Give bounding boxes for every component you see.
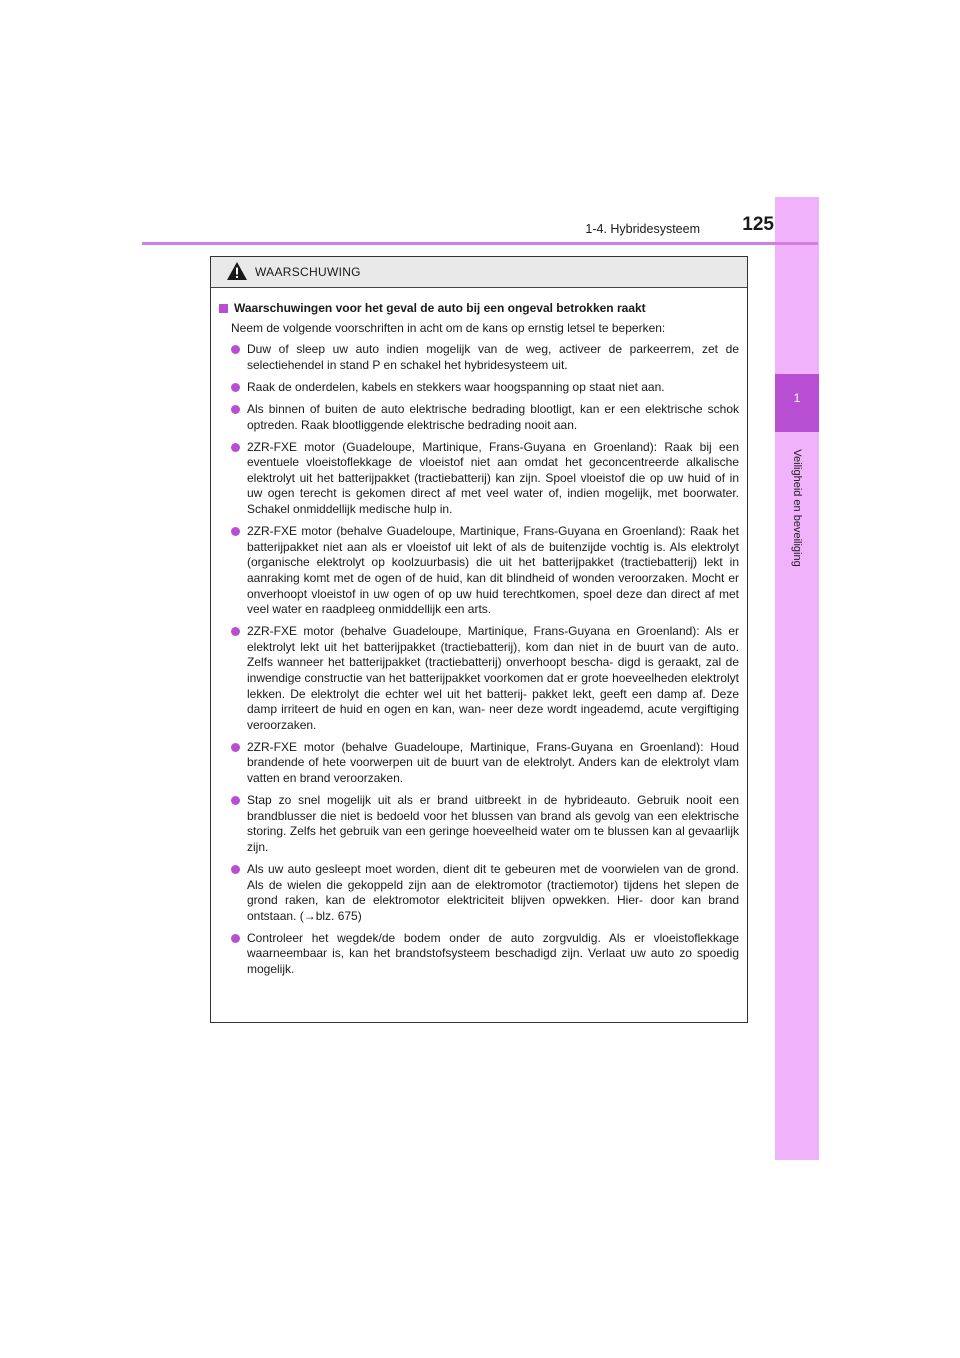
list-item-text: Controleer het wegdek/de bodem onder de auto zorgvuldig. Als er vloeistoflekkage waarneembaar is, kan het brandstofsysteem beschadigd zijn. Verlaat uw auto zo spoedig mogelijk. [247,930,739,977]
list-item-text: Duw of sleep uw auto indien mogelijk van de weg, activeer de parkeerrem, zet de selectiehendel in stand P en schakel het hybridesysteem uit. [247,342,739,372]
bullet-dot-icon [231,345,240,354]
list-item [231,402,739,433]
warning-box [210,256,748,1023]
chapter-label: Veiligheid en beveiliging [791,449,803,567]
list-item-text: Als binnen of buiten de auto elektrische bedrading blootligt, kan er een elektrische schok optreden. Raak blootliggende elektrische bedrading nooit aan. [247,401,739,432]
warning-title: WAARSCHUWING [255,265,361,279]
square-bullet-icon [219,304,228,313]
chapter-tab-strip [775,197,819,1160]
header-rule [142,242,818,245]
list-item [231,342,739,373]
list-item-text: 2ZR-FXE motor (behalve Guadeloupe, Martinique, Frans-Guyana en Groenland): Als er elektrolyt lekt uit het batterijpakket (tractiebatterij), kom dan niet in de buurt van de auto. Zelfs wanneer het batterijpakket (tractiebatterij) onverhoopt bescha- digd is geraakt, zal de inwendige constructie van het batterijpakket voorkomen dat er grote hoeveelheden elektrolyt lekken. De elektrolyt die echter wel uit het batterij- pakket lekt, geeft een damp af. Deze damp irriteert de huid en ogen en kan, wan- neer deze wordt ingeademd, acute vergiftiging veroorzaken. [247,624,739,732]
list-item [231,380,739,396]
bullet-dot-icon [231,405,240,414]
list-item-text: Stap zo snel mogelijk uit als er brand uitbreekt in de hybrideauto. Gebruik nooit een brandblusser die niet is bedoeld voor het blussen van brand als gevolg van een elektrische storing. Zelfs het gebruik van een geringe hoeveelheid water om te blussen kan al gevaarlijk zijn. [247,793,739,854]
bullet-dot-icon [231,443,240,452]
list-item [231,931,739,978]
list-item [231,862,739,924]
bullet-dot-icon [231,796,240,805]
warning-body [211,288,747,978]
chapter-number: 1 [793,391,801,405]
warning-intro: Neem de volgende voorschriften in acht om de kans op ernstig letsel te beperken: [231,320,666,335]
section-title: 1-4. Hybridesysteem [585,222,700,236]
list-item [231,793,739,855]
warning-header [211,257,747,288]
list-item-text: 2ZR-FXE motor (behalve Guadeloupe, Martinique, Frans-Guyana en Groenland): Raak het batterijpakket niet aan als er vloeistof uit lekt of als de buitenzijde vochtig is. Als elektrolyt (organische elektrolyt op koolzuurbasis) die uit het batterijpakket (tractiebatterij) lekt in aanraking komt met de ogen of de huid, kan dit blindheid of wonden veroorzaken. Mocht er onverhoopt vloeistof in uw ogen of op uw huid terechtkomen, spoel deze dan direct af met veel water en raadpleeg onmiddellijk een arts. [247,524,739,617]
bullet-dot-icon [231,383,240,392]
list-item-text: Als uw auto gesleept moet worden, dient dit te gebeuren met de voorwielen van de grond. Als de wielen die gekoppeld zijn aan de elektromotor (tractiemotor) tijdens het slepen de grond raken, kan de elektromotor elektriciteit blijven opwekken. Hier- door kan brand ontstaan. (→blz. 675) [247,862,739,923]
list-item [231,524,739,618]
warning-heading [219,301,739,317]
list-item-text: 2ZR-FXE motor (Guadeloupe, Martinique, Frans-Guyana en Groenland): Raak bij een eventuele vloeistoflekkage de vloeistof niet aan omdat het geconcentreerde alkalische elektrolyt uit het batterijpakket (tractiebatterij) kan zijn. Spoel vloeistof die op uw huid of in uw ogen terecht is gekomen direct af met veel water of, indien mogelijk, met boorwater. Schakel onmiddellijk medische hulp in. [247,439,739,517]
bullet-dot-icon [231,527,240,536]
bullet-dot-icon [231,865,240,874]
list-item [231,440,739,518]
bullet-dot-icon [231,743,240,752]
warning-list [219,342,739,977]
warning-triangle-icon [226,261,248,281]
list-item [231,740,739,787]
bullet-dot-icon [231,934,240,943]
bullet-dot-icon [231,627,240,636]
warning-heading-text: Waarschuwingen voor het geval de auto bij een ongeval betrokken raakt [234,301,646,315]
list-item [231,624,739,733]
page-number: 125 [742,214,774,235]
list-item-text: 2ZR-FXE motor (behalve Guadeloupe, Martinique, Frans-Guyana en Groenland): Houd brandende of hete voorwerpen uit de buurt van de elektrolyt. Anders kan de elektrolyt vlam vatten en brand veroorzaken. [247,739,739,786]
list-item-text: Raak de onderdelen, kabels en stekkers waar hoogspanning op staat niet aan. [247,379,665,394]
